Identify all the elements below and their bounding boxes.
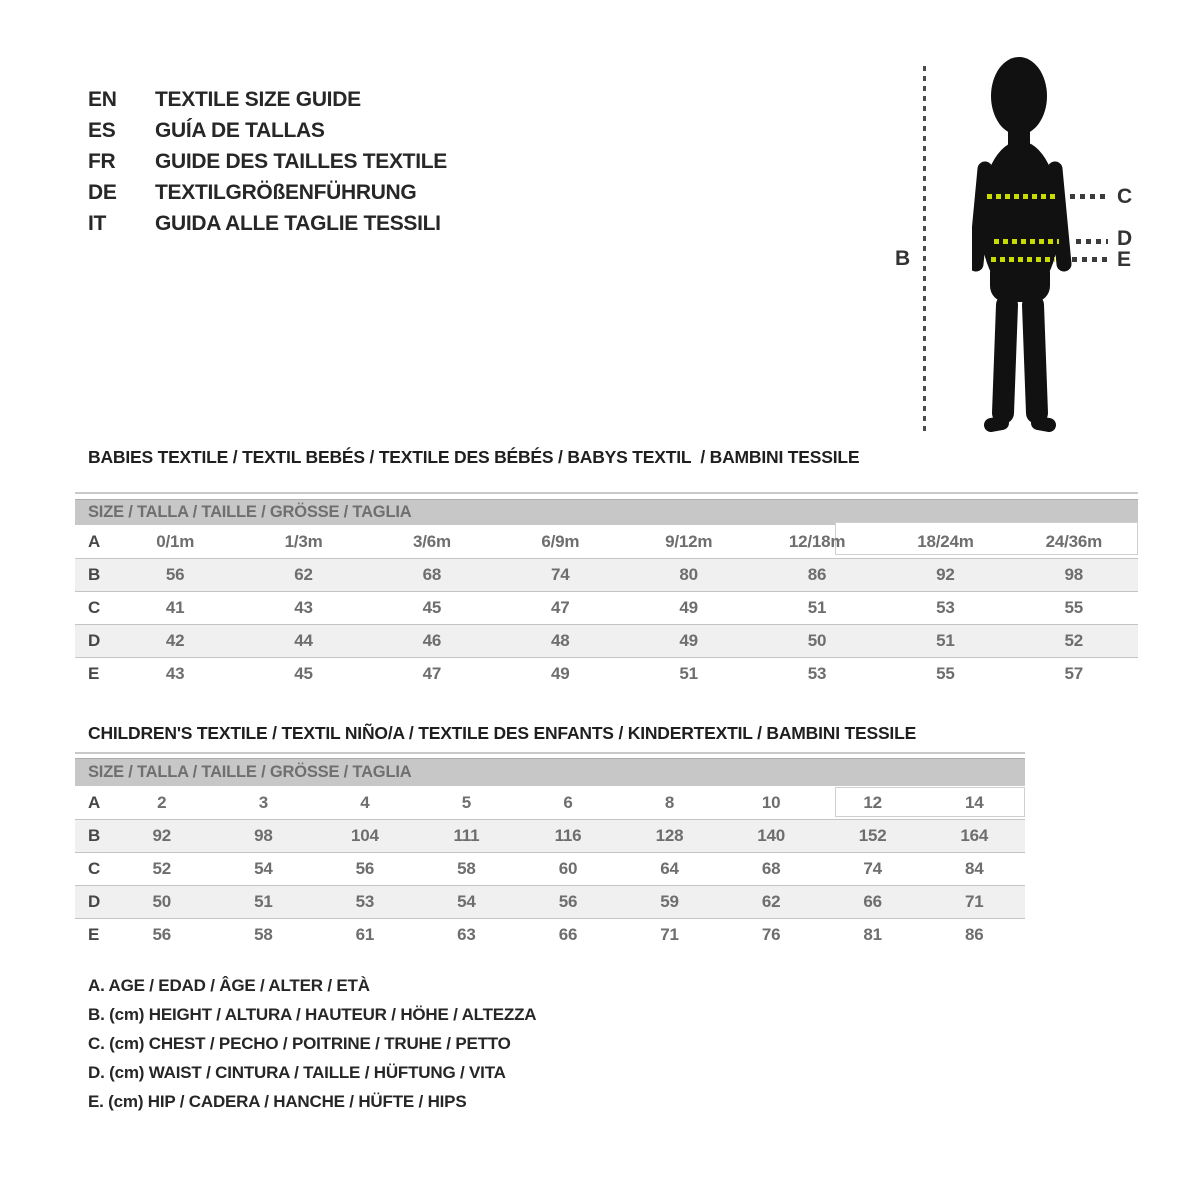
- size-cell: 111: [453, 826, 480, 845]
- language-title: GUIDE DES TAILLES TEXTILE: [155, 149, 447, 173]
- size-cell: 56: [558, 892, 578, 911]
- size-cell: 71: [660, 925, 679, 944]
- size-cell: 59: [660, 892, 679, 911]
- size-cell: 58: [254, 925, 273, 944]
- row-label: B: [88, 826, 101, 845]
- size-cell: 8: [664, 792, 675, 812]
- children-section-heading: CHILDREN'S TEXTILE / TEXTIL NIÑO/A / TEXTILE DES ENFANTS / KINDERTEXTIL / BAMBINI TESSILE: [88, 723, 917, 743]
- size-cell: 5: [461, 792, 472, 812]
- table-row-b: [75, 819, 1025, 852]
- size-cell: 152: [858, 826, 887, 845]
- size-cell: 50: [152, 892, 172, 911]
- size-cell: 64: [660, 859, 679, 878]
- size-cell: 54: [254, 859, 273, 878]
- size-cell: 98: [254, 826, 273, 845]
- height-measure-dotted-line: [923, 66, 926, 431]
- size-cell: 0/1m: [156, 531, 195, 551]
- size-cell: 49: [679, 631, 698, 650]
- table-row-a: [75, 786, 1025, 819]
- language-code: FR: [88, 149, 116, 173]
- size-cell: 45: [422, 598, 442, 617]
- size-cell: 63: [457, 925, 476, 944]
- size-cell: 68: [761, 859, 781, 878]
- size-cell: 10: [761, 792, 781, 812]
- size-cell: 45: [294, 664, 313, 683]
- table-row-e: [75, 657, 1138, 690]
- chest-pointer-line: [1070, 194, 1108, 199]
- size-cell: 18/24m: [917, 531, 974, 551]
- size-cell: 76: [761, 925, 781, 944]
- size-cell: 60: [558, 859, 578, 878]
- size-cell: 71: [964, 892, 984, 911]
- size-cell: 56: [355, 859, 375, 878]
- size-cell: 58: [457, 859, 476, 878]
- size-cell: 86: [964, 925, 984, 944]
- size-cell: 62: [761, 892, 781, 911]
- language-code: IT: [88, 211, 107, 235]
- size-cell: 3/6m: [412, 531, 451, 551]
- size-cell: 50: [807, 631, 827, 650]
- chest-letter-label: C: [1117, 185, 1133, 208]
- size-cell: 43: [294, 598, 313, 617]
- measurement-legend: [88, 976, 536, 1121]
- language-code: EN: [88, 87, 117, 111]
- size-cell: 43: [165, 664, 185, 683]
- row-label: C: [88, 598, 101, 617]
- size-cell: 62: [294, 565, 313, 584]
- size-cell: 116: [554, 826, 582, 845]
- size-cell: 6/9m: [541, 531, 580, 551]
- child-silhouette-image: [972, 57, 1084, 434]
- legend-item: C. (cm) CHEST / PECHO / POITRINE / TRUHE / PETTO: [88, 1034, 511, 1053]
- size-cell: 54: [457, 892, 476, 911]
- size-cell: 49: [551, 664, 570, 683]
- table-row-a: [75, 525, 1138, 558]
- size-cell: 14: [964, 792, 984, 812]
- size-cell: 52: [152, 859, 172, 878]
- size-cell: 24/36m: [1045, 531, 1103, 551]
- size-cell: 46: [422, 631, 442, 650]
- size-cell: 41: [165, 598, 185, 617]
- children-top-divider: [75, 752, 1025, 754]
- size-cell: 53: [355, 892, 375, 911]
- hip-measure-line: [991, 257, 1055, 262]
- height-letter-label: B: [895, 247, 911, 270]
- size-cell: 55: [1064, 598, 1084, 617]
- size-cell: 12: [863, 792, 882, 812]
- legend-item: D. (cm) WAIST / CINTURA / TAILLE / HÜFTUNG / VITA: [88, 1063, 506, 1082]
- size-cell: 164: [960, 826, 989, 845]
- babies-table-header: SIZE / TALLA / TAILLE / GRÖSSE / TAGLIA: [75, 499, 1138, 525]
- size-cell: 128: [655, 826, 684, 845]
- size-cell: 1/3m: [284, 531, 323, 551]
- size-cell: 6: [563, 792, 573, 812]
- legend-item: E. (cm) HIP / CADERA / HANCHE / HÜFTE / HIPS: [88, 1092, 467, 1111]
- size-cell: 84: [964, 859, 984, 878]
- size-cell: 51: [679, 664, 698, 683]
- size-cell: 98: [1064, 565, 1084, 584]
- size-cell: 74: [863, 859, 882, 878]
- chest-measure-line: [987, 194, 1057, 199]
- size-cell: 92: [936, 565, 955, 584]
- legend-item: B. (cm) HEIGHT / ALTURA / HAUTEUR / HÖHE / ALTEZZA: [88, 1005, 537, 1024]
- language-title: GUIDA ALLE TAGLIE TESSILI: [155, 211, 441, 235]
- table-row-e: [75, 918, 1025, 951]
- size-cell: 92: [152, 826, 172, 845]
- children-table-header: SIZE / TALLA / TAILLE / GRÖSSE / TAGLIA: [75, 758, 1025, 786]
- size-cell: 52: [1064, 631, 1084, 650]
- size-cell: 49: [679, 598, 698, 617]
- size-cell: 104: [351, 826, 379, 845]
- size-cell: 47: [422, 664, 442, 683]
- size-cell: 86: [807, 565, 827, 584]
- size-cell: 56: [152, 925, 172, 944]
- children-table-body: [75, 786, 1025, 951]
- row-label: A: [88, 531, 101, 551]
- babies-top-divider: [75, 492, 1138, 494]
- size-cell: 55: [936, 664, 955, 683]
- row-label: E: [88, 664, 100, 683]
- measurement-figure: [0, 0, 1200, 460]
- row-label: A: [88, 792, 101, 812]
- size-cell: 74: [551, 565, 570, 584]
- table-row-c: [75, 591, 1138, 624]
- waist-letter-label: D: [1117, 227, 1133, 250]
- size-cell: 4: [360, 792, 370, 812]
- size-cell: 12/18m: [788, 531, 846, 551]
- row-label: C: [88, 859, 101, 878]
- babies-size-table: [75, 499, 1138, 690]
- size-cell: 56: [165, 565, 185, 584]
- hip-pointer-line: [1072, 257, 1108, 262]
- size-cell: 48: [551, 631, 570, 650]
- waist-pointer-line: [1076, 239, 1108, 244]
- size-cell: 42: [165, 631, 185, 650]
- table-row-b: [75, 558, 1138, 591]
- size-cell: 51: [936, 631, 955, 650]
- row-label: D: [88, 631, 101, 650]
- babies-section-heading: BABIES TEXTILE / TEXTIL BEBÉS / TEXTILE DES BÉBÉS / BABYS TEXTIL / BAMBINI TESSILE: [88, 447, 860, 467]
- language-title: TEXTILGRÖßENFÜHRUNG: [155, 180, 417, 204]
- language-title: GUÍA DE TALLAS: [155, 118, 325, 142]
- size-cell: 9/12m: [665, 531, 713, 551]
- size-cell: 57: [1064, 664, 1084, 683]
- size-cell: 53: [807, 664, 827, 683]
- size-cell: 51: [254, 892, 273, 911]
- legend-item: A. AGE / EDAD / ÂGE / ALTER / ETÀ: [88, 976, 370, 995]
- size-cell: 47: [551, 598, 570, 617]
- size-cell: 140: [757, 826, 785, 845]
- size-cell: 66: [558, 925, 578, 944]
- size-cell: 81: [863, 925, 882, 944]
- size-cell: 2: [157, 792, 167, 812]
- babies-table-body: [75, 525, 1138, 690]
- size-cell: 53: [936, 598, 955, 617]
- row-label: B: [88, 565, 101, 584]
- waist-measure-line: [994, 239, 1059, 244]
- language-title: TEXTILE SIZE GUIDE: [155, 87, 361, 111]
- table-row-d: [75, 885, 1025, 918]
- table-row-d: [75, 624, 1138, 657]
- table-row-c: [75, 852, 1025, 885]
- size-cell: 3: [258, 792, 268, 812]
- row-label: D: [88, 892, 101, 911]
- hip-letter-label: E: [1117, 248, 1132, 271]
- size-cell: 66: [863, 892, 882, 911]
- language-code: DE: [88, 180, 117, 204]
- size-cell: 51: [807, 598, 827, 617]
- row-label: E: [88, 925, 100, 944]
- language-code: ES: [88, 118, 116, 142]
- size-cell: 61: [355, 925, 375, 944]
- size-cell: 80: [679, 565, 698, 584]
- size-cell: 44: [294, 631, 313, 650]
- size-cell: 68: [422, 565, 442, 584]
- children-size-table: [75, 758, 1025, 951]
